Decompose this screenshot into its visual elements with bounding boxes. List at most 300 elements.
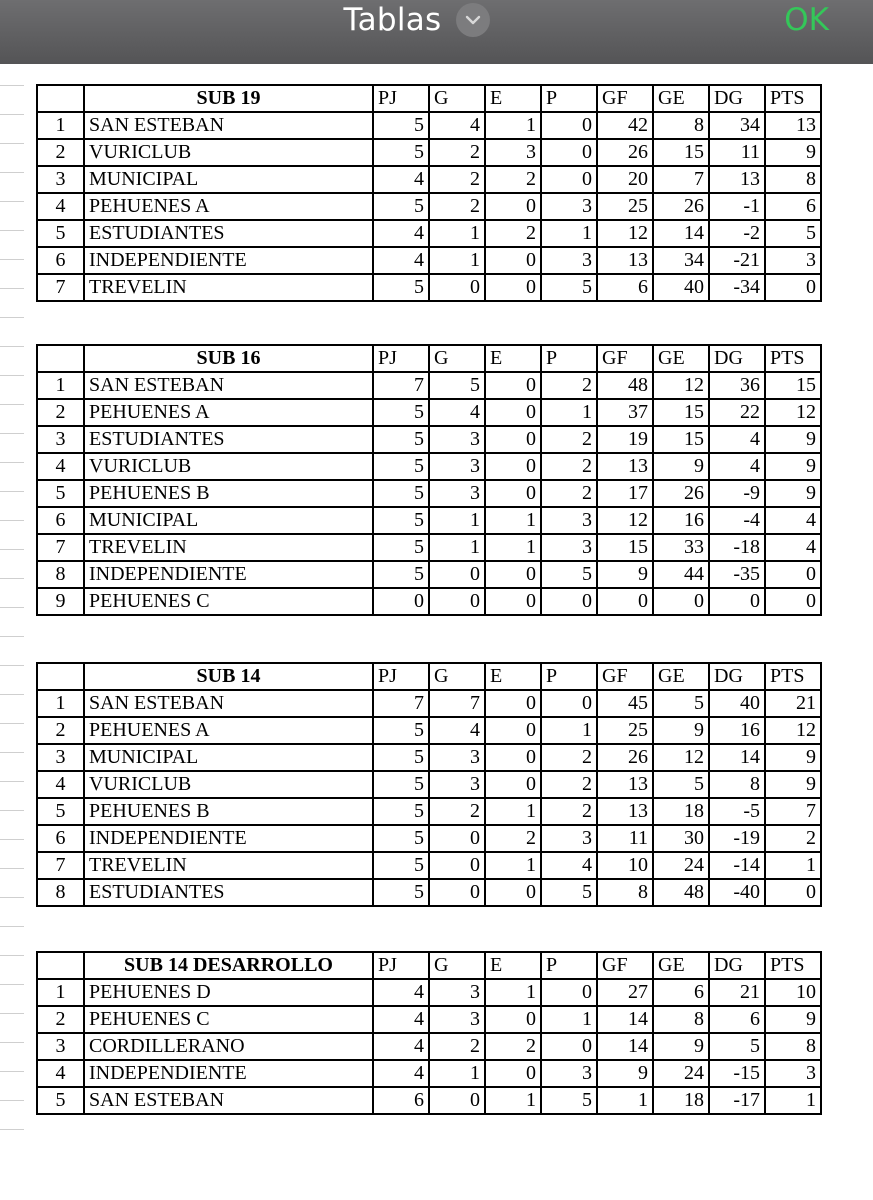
stat-cell[interactable]: 0 — [485, 193, 541, 220]
stat-cell[interactable]: 3 — [429, 1006, 485, 1033]
column-header[interactable]: GF — [597, 85, 653, 112]
stat-cell[interactable]: 3 — [429, 979, 485, 1006]
stat-cell[interactable]: 8 — [653, 112, 709, 139]
stat-cell[interactable]: 26 — [653, 480, 709, 507]
stat-cell[interactable]: 0 — [485, 588, 541, 615]
stat-cell[interactable]: 1 — [429, 534, 485, 561]
stat-cell[interactable]: 24 — [653, 1060, 709, 1087]
stat-cell[interactable]: 0 — [429, 274, 485, 301]
team-name-cell[interactable]: VURICLUB — [84, 453, 373, 480]
stat-cell[interactable]: 5 — [373, 852, 429, 879]
stat-cell[interactable]: 0 — [541, 112, 597, 139]
stat-cell[interactable]: 5 — [373, 426, 429, 453]
column-header[interactable]: E — [485, 952, 541, 979]
team-name-cell[interactable]: PEHUENES B — [84, 480, 373, 507]
stat-cell[interactable]: -40 — [709, 879, 765, 906]
stat-cell[interactable]: 40 — [653, 274, 709, 301]
stat-cell[interactable]: 24 — [653, 852, 709, 879]
stat-cell[interactable]: 5 — [373, 879, 429, 906]
stat-cell[interactable]: 11 — [709, 139, 765, 166]
stat-cell[interactable]: 26 — [653, 193, 709, 220]
stat-cell[interactable]: 5 — [541, 561, 597, 588]
stat-cell[interactable]: -14 — [709, 852, 765, 879]
table-title[interactable]: SUB 14 DESARROLLO — [84, 952, 373, 979]
stat-cell[interactable]: 25 — [597, 193, 653, 220]
stat-cell[interactable]: 1 — [541, 1006, 597, 1033]
stat-cell[interactable]: 9 — [597, 561, 653, 588]
position-cell[interactable]: 2 — [37, 139, 84, 166]
stat-cell[interactable]: 7 — [429, 690, 485, 717]
stat-cell[interactable]: -2 — [709, 220, 765, 247]
stat-cell[interactable]: 0 — [485, 744, 541, 771]
stat-cell[interactable]: 0 — [429, 1087, 485, 1114]
stat-cell[interactable]: 5 — [541, 274, 597, 301]
stat-cell[interactable]: 0 — [485, 399, 541, 426]
stat-cell[interactable]: 27 — [597, 979, 653, 1006]
stat-cell[interactable]: 0 — [429, 825, 485, 852]
position-cell[interactable]: 5 — [37, 1087, 84, 1114]
stat-cell[interactable]: 8 — [765, 1033, 821, 1060]
position-cell[interactable]: 7 — [37, 534, 84, 561]
stat-cell[interactable]: 26 — [597, 744, 653, 771]
document-title[interactable]: Tablas — [343, 2, 442, 38]
stat-cell[interactable]: 0 — [373, 588, 429, 615]
stat-cell[interactable]: 5 — [373, 139, 429, 166]
stat-cell[interactable]: 20 — [597, 166, 653, 193]
stat-cell[interactable]: 13 — [765, 112, 821, 139]
ok-button[interactable]: OK — [784, 2, 829, 38]
stat-cell[interactable]: 3 — [765, 1060, 821, 1087]
stat-cell[interactable]: 0 — [541, 690, 597, 717]
stat-cell[interactable]: 2 — [429, 193, 485, 220]
team-name-cell[interactable]: PEHUENES A — [84, 193, 373, 220]
stat-cell[interactable]: 3 — [541, 247, 597, 274]
stat-cell[interactable]: -4 — [709, 507, 765, 534]
column-header[interactable]: G — [429, 345, 485, 372]
stat-cell[interactable]: 4 — [429, 399, 485, 426]
column-header[interactable]: DG — [709, 85, 765, 112]
stat-cell[interactable]: 5 — [373, 825, 429, 852]
stat-cell[interactable]: 8 — [709, 771, 765, 798]
team-name-cell[interactable]: VURICLUB — [84, 139, 373, 166]
header-empty-cell[interactable] — [37, 663, 84, 690]
stat-cell[interactable]: 0 — [653, 588, 709, 615]
column-header[interactable]: E — [485, 345, 541, 372]
stat-cell[interactable]: 1 — [485, 979, 541, 1006]
stat-cell[interactable]: -18 — [709, 534, 765, 561]
stat-cell[interactable]: 15 — [653, 139, 709, 166]
stat-cell[interactable]: 0 — [709, 588, 765, 615]
stat-cell[interactable]: 3 — [541, 534, 597, 561]
stat-cell[interactable]: 0 — [597, 588, 653, 615]
stat-cell[interactable]: -9 — [709, 480, 765, 507]
stat-cell[interactable]: 4 — [373, 979, 429, 1006]
stat-cell[interactable]: 4 — [765, 507, 821, 534]
team-name-cell[interactable]: MUNICIPAL — [84, 744, 373, 771]
stat-cell[interactable]: 2 — [541, 372, 597, 399]
stat-cell[interactable]: 2 — [541, 798, 597, 825]
position-cell[interactable]: 2 — [37, 399, 84, 426]
stat-cell[interactable]: 1 — [485, 534, 541, 561]
stat-cell[interactable]: 4 — [765, 534, 821, 561]
stat-cell[interactable]: 0 — [485, 247, 541, 274]
position-cell[interactable]: 4 — [37, 453, 84, 480]
stat-cell[interactable]: 2 — [429, 798, 485, 825]
column-header[interactable]: P — [541, 85, 597, 112]
stat-cell[interactable]: 0 — [429, 561, 485, 588]
stat-cell[interactable]: 8 — [653, 1006, 709, 1033]
column-header[interactable]: G — [429, 663, 485, 690]
header-empty-cell[interactable] — [37, 85, 84, 112]
position-cell[interactable]: 1 — [37, 690, 84, 717]
position-cell[interactable]: 6 — [37, 825, 84, 852]
position-cell[interactable]: 5 — [37, 220, 84, 247]
stat-cell[interactable]: 18 — [653, 798, 709, 825]
stat-cell[interactable]: 7 — [373, 690, 429, 717]
stat-cell[interactable]: 7 — [653, 166, 709, 193]
stat-cell[interactable]: 4 — [429, 717, 485, 744]
stat-cell[interactable]: 13 — [597, 453, 653, 480]
stat-cell[interactable]: 5 — [373, 193, 429, 220]
stat-cell[interactable]: 15 — [653, 399, 709, 426]
stat-cell[interactable]: 6 — [597, 274, 653, 301]
stat-cell[interactable]: 9 — [765, 771, 821, 798]
column-header[interactable]: GF — [597, 345, 653, 372]
stat-cell[interactable]: 9 — [597, 1060, 653, 1087]
team-name-cell[interactable]: PEHUENES C — [84, 588, 373, 615]
position-cell[interactable]: 3 — [37, 744, 84, 771]
stat-cell[interactable]: 5 — [373, 507, 429, 534]
position-cell[interactable]: 3 — [37, 1033, 84, 1060]
header-empty-cell[interactable] — [37, 345, 84, 372]
column-header[interactable]: PJ — [373, 663, 429, 690]
stat-cell[interactable]: 1 — [429, 507, 485, 534]
stat-cell[interactable]: 22 — [709, 399, 765, 426]
stat-cell[interactable]: 1 — [597, 1087, 653, 1114]
stat-cell[interactable]: -21 — [709, 247, 765, 274]
stat-cell[interactable]: 13 — [597, 771, 653, 798]
column-header[interactable]: PJ — [373, 345, 429, 372]
stat-cell[interactable]: 2 — [765, 825, 821, 852]
stat-cell[interactable]: 4 — [373, 1006, 429, 1033]
team-name-cell[interactable]: SAN ESTEBAN — [84, 1087, 373, 1114]
team-name-cell[interactable]: INDEPENDIENTE — [84, 825, 373, 852]
stat-cell[interactable]: 0 — [485, 453, 541, 480]
stat-cell[interactable]: 0 — [485, 372, 541, 399]
column-header[interactable]: GE — [653, 663, 709, 690]
position-cell[interactable]: 8 — [37, 561, 84, 588]
stat-cell[interactable]: 3 — [541, 193, 597, 220]
stat-cell[interactable]: 1 — [485, 112, 541, 139]
stat-cell[interactable]: 5 — [373, 717, 429, 744]
position-cell[interactable]: 8 — [37, 879, 84, 906]
position-cell[interactable]: 4 — [37, 193, 84, 220]
position-cell[interactable]: 6 — [37, 507, 84, 534]
column-header[interactable]: G — [429, 85, 485, 112]
stat-cell[interactable]: 2 — [541, 453, 597, 480]
column-header[interactable]: GE — [653, 345, 709, 372]
stat-cell[interactable]: 2 — [429, 1033, 485, 1060]
stat-cell[interactable]: 13 — [709, 166, 765, 193]
stat-cell[interactable]: -19 — [709, 825, 765, 852]
stat-cell[interactable]: 12 — [765, 717, 821, 744]
stat-cell[interactable]: 9 — [765, 1006, 821, 1033]
stat-cell[interactable]: 5 — [429, 372, 485, 399]
team-name-cell[interactable]: SAN ESTEBAN — [84, 372, 373, 399]
column-header[interactable]: P — [541, 663, 597, 690]
stat-cell[interactable]: 40 — [709, 690, 765, 717]
stat-cell[interactable]: 14 — [597, 1006, 653, 1033]
team-name-cell[interactable]: MUNICIPAL — [84, 507, 373, 534]
stat-cell[interactable]: 0 — [765, 879, 821, 906]
stat-cell[interactable]: 45 — [597, 690, 653, 717]
stat-cell[interactable]: -1 — [709, 193, 765, 220]
header-empty-cell[interactable] — [37, 952, 84, 979]
stat-cell[interactable]: 9 — [765, 453, 821, 480]
stat-cell[interactable]: 13 — [597, 247, 653, 274]
stat-cell[interactable]: 5 — [709, 1033, 765, 1060]
stat-cell[interactable]: 1 — [485, 852, 541, 879]
team-name-cell[interactable]: PEHUENES A — [84, 399, 373, 426]
stat-cell[interactable]: 3 — [429, 480, 485, 507]
stat-cell[interactable]: 2 — [485, 1033, 541, 1060]
stat-cell[interactable]: 42 — [597, 112, 653, 139]
stat-cell[interactable]: 5 — [373, 561, 429, 588]
stat-cell[interactable]: 0 — [541, 588, 597, 615]
position-cell[interactable]: 5 — [37, 480, 84, 507]
stat-cell[interactable]: 2 — [429, 139, 485, 166]
stat-cell[interactable]: 1 — [541, 220, 597, 247]
stat-cell[interactable]: 0 — [429, 879, 485, 906]
stat-cell[interactable]: 14 — [597, 1033, 653, 1060]
position-cell[interactable]: 2 — [37, 717, 84, 744]
stat-cell[interactable]: 10 — [597, 852, 653, 879]
stat-cell[interactable]: 2 — [485, 166, 541, 193]
team-name-cell[interactable]: ESTUDIANTES — [84, 220, 373, 247]
team-name-cell[interactable]: MUNICIPAL — [84, 166, 373, 193]
stat-cell[interactable]: 0 — [485, 690, 541, 717]
stat-cell[interactable]: 18 — [653, 1087, 709, 1114]
stat-cell[interactable]: 2 — [485, 825, 541, 852]
stat-cell[interactable]: 0 — [765, 588, 821, 615]
stat-cell[interactable]: 16 — [709, 717, 765, 744]
stat-cell[interactable]: 4 — [709, 426, 765, 453]
stat-cell[interactable]: 4 — [373, 1033, 429, 1060]
stat-cell[interactable]: 12 — [653, 372, 709, 399]
stat-cell[interactable]: 2 — [541, 426, 597, 453]
stat-cell[interactable]: 9 — [765, 480, 821, 507]
stat-cell[interactable]: 1 — [485, 507, 541, 534]
position-cell[interactable]: 9 — [37, 588, 84, 615]
stat-cell[interactable]: 5 — [373, 744, 429, 771]
column-header[interactable]: PTS — [765, 345, 821, 372]
stat-cell[interactable]: 21 — [709, 979, 765, 1006]
position-cell[interactable]: 2 — [37, 1006, 84, 1033]
stat-cell[interactable]: 1 — [485, 798, 541, 825]
stat-cell[interactable]: 5 — [373, 798, 429, 825]
position-cell[interactable]: 4 — [37, 1060, 84, 1087]
stat-cell[interactable]: 15 — [765, 372, 821, 399]
stat-cell[interactable]: 5 — [653, 771, 709, 798]
stat-cell[interactable]: 5 — [373, 453, 429, 480]
stat-cell[interactable]: 5 — [373, 399, 429, 426]
column-header[interactable]: GE — [653, 85, 709, 112]
stat-cell[interactable]: 5 — [373, 771, 429, 798]
stat-cell[interactable]: 30 — [653, 825, 709, 852]
stat-cell[interactable]: 3 — [541, 825, 597, 852]
stat-cell[interactable]: 17 — [597, 480, 653, 507]
stat-cell[interactable]: 0 — [429, 588, 485, 615]
stat-cell[interactable]: 4 — [373, 220, 429, 247]
column-header[interactable]: PJ — [373, 952, 429, 979]
stat-cell[interactable]: 5 — [373, 534, 429, 561]
stat-cell[interactable]: 5 — [373, 112, 429, 139]
stat-cell[interactable]: 2 — [541, 744, 597, 771]
stat-cell[interactable]: 5 — [653, 690, 709, 717]
position-cell[interactable]: 7 — [37, 852, 84, 879]
team-name-cell[interactable]: INDEPENDIENTE — [84, 561, 373, 588]
team-name-cell[interactable]: PEHUENES A — [84, 717, 373, 744]
stat-cell[interactable]: 3 — [429, 453, 485, 480]
stat-cell[interactable]: 48 — [597, 372, 653, 399]
stat-cell[interactable]: 44 — [653, 561, 709, 588]
stat-cell[interactable]: 0 — [765, 274, 821, 301]
stat-cell[interactable]: -35 — [709, 561, 765, 588]
stat-cell[interactable]: 3 — [429, 426, 485, 453]
column-header[interactable]: PTS — [765, 663, 821, 690]
stat-cell[interactable]: 15 — [653, 426, 709, 453]
stat-cell[interactable]: 0 — [485, 1060, 541, 1087]
column-header[interactable]: G — [429, 952, 485, 979]
stat-cell[interactable]: 9 — [765, 139, 821, 166]
stat-cell[interactable]: 0 — [485, 274, 541, 301]
position-cell[interactable]: 5 — [37, 798, 84, 825]
stat-cell[interactable]: 14 — [709, 744, 765, 771]
stat-cell[interactable]: 1 — [541, 717, 597, 744]
column-header[interactable]: E — [485, 663, 541, 690]
stat-cell[interactable]: 15 — [597, 534, 653, 561]
position-cell[interactable]: 3 — [37, 426, 84, 453]
stat-cell[interactable]: 1 — [541, 399, 597, 426]
stat-cell[interactable]: 0 — [541, 979, 597, 1006]
column-header[interactable]: GF — [597, 952, 653, 979]
stat-cell[interactable]: 0 — [765, 561, 821, 588]
stat-cell[interactable]: 34 — [653, 247, 709, 274]
stat-cell[interactable]: 12 — [597, 507, 653, 534]
stat-cell[interactable]: 9 — [765, 426, 821, 453]
stat-cell[interactable]: 0 — [541, 166, 597, 193]
team-name-cell[interactable]: PEHUENES B — [84, 798, 373, 825]
team-name-cell[interactable]: CORDILLERANO — [84, 1033, 373, 1060]
stat-cell[interactable]: 12 — [765, 399, 821, 426]
stat-cell[interactable]: 9 — [765, 744, 821, 771]
stat-cell[interactable]: 12 — [653, 744, 709, 771]
stat-cell[interactable]: 2 — [541, 771, 597, 798]
stat-cell[interactable]: 4 — [429, 112, 485, 139]
stat-cell[interactable]: 26 — [597, 139, 653, 166]
team-name-cell[interactable]: TREVELIN — [84, 852, 373, 879]
stat-cell[interactable]: 6 — [709, 1006, 765, 1033]
team-name-cell[interactable]: SAN ESTEBAN — [84, 690, 373, 717]
stat-cell[interactable]: 3 — [765, 247, 821, 274]
stat-cell[interactable]: 16 — [653, 507, 709, 534]
column-header[interactable]: E — [485, 85, 541, 112]
stat-cell[interactable]: 0 — [541, 1033, 597, 1060]
team-name-cell[interactable]: INDEPENDIENTE — [84, 1060, 373, 1087]
stat-cell[interactable]: 14 — [653, 220, 709, 247]
team-name-cell[interactable]: TREVELIN — [84, 274, 373, 301]
stat-cell[interactable]: 6 — [765, 193, 821, 220]
stat-cell[interactable]: 9 — [653, 453, 709, 480]
stat-cell[interactable]: 9 — [653, 1033, 709, 1060]
stat-cell[interactable]: 0 — [485, 771, 541, 798]
stat-cell[interactable]: 33 — [653, 534, 709, 561]
stat-cell[interactable]: 1 — [429, 247, 485, 274]
table-title[interactable]: SUB 14 — [84, 663, 373, 690]
stat-cell[interactable]: 5 — [373, 480, 429, 507]
column-header[interactable]: P — [541, 952, 597, 979]
stat-cell[interactable]: 8 — [597, 879, 653, 906]
position-cell[interactable]: 7 — [37, 274, 84, 301]
column-header[interactable]: DG — [709, 952, 765, 979]
stat-cell[interactable]: -5 — [709, 798, 765, 825]
team-name-cell[interactable]: PEHUENES D — [84, 979, 373, 1006]
stat-cell[interactable]: 7 — [373, 372, 429, 399]
stat-cell[interactable]: 4 — [373, 166, 429, 193]
stat-cell[interactable]: 0 — [541, 139, 597, 166]
stat-cell[interactable]: 4 — [373, 1060, 429, 1087]
table-title[interactable]: SUB 19 — [84, 85, 373, 112]
team-name-cell[interactable]: TREVELIN — [84, 534, 373, 561]
stat-cell[interactable]: 7 — [765, 798, 821, 825]
stat-cell[interactable]: 25 — [597, 717, 653, 744]
column-header[interactable]: PTS — [765, 952, 821, 979]
stat-cell[interactable]: 6 — [653, 979, 709, 1006]
stat-cell[interactable]: -34 — [709, 274, 765, 301]
stat-cell[interactable]: 0 — [485, 717, 541, 744]
stat-cell[interactable]: 3 — [485, 139, 541, 166]
stat-cell[interactable]: 10 — [765, 979, 821, 1006]
column-header[interactable]: P — [541, 345, 597, 372]
stat-cell[interactable]: 5 — [541, 879, 597, 906]
column-header[interactable]: DG — [709, 345, 765, 372]
stat-cell[interactable]: 1 — [429, 220, 485, 247]
stat-cell[interactable]: 5 — [765, 220, 821, 247]
position-cell[interactable]: 1 — [37, 112, 84, 139]
stat-cell[interactable]: 3 — [429, 771, 485, 798]
stat-cell[interactable]: 1 — [765, 852, 821, 879]
stat-cell[interactable]: 3 — [541, 1060, 597, 1087]
stat-cell[interactable]: 6 — [373, 1087, 429, 1114]
chevron-down-icon[interactable] — [456, 3, 490, 37]
stat-cell[interactable]: 8 — [765, 166, 821, 193]
stat-cell[interactable]: 5 — [541, 1087, 597, 1114]
position-cell[interactable]: 1 — [37, 372, 84, 399]
stat-cell[interactable]: 5 — [373, 274, 429, 301]
column-header[interactable]: PTS — [765, 85, 821, 112]
stat-cell[interactable]: -17 — [709, 1087, 765, 1114]
stat-cell[interactable]: 0 — [429, 852, 485, 879]
stat-cell[interactable]: -15 — [709, 1060, 765, 1087]
team-name-cell[interactable]: ESTUDIANTES — [84, 879, 373, 906]
stat-cell[interactable]: 1 — [485, 1087, 541, 1114]
title-area[interactable] — [0, 0, 873, 40]
team-name-cell[interactable]: VURICLUB — [84, 771, 373, 798]
stat-cell[interactable]: 3 — [541, 507, 597, 534]
stat-cell[interactable]: 34 — [709, 112, 765, 139]
stat-cell[interactable]: 9 — [653, 717, 709, 744]
stat-cell[interactable]: 1 — [429, 1060, 485, 1087]
